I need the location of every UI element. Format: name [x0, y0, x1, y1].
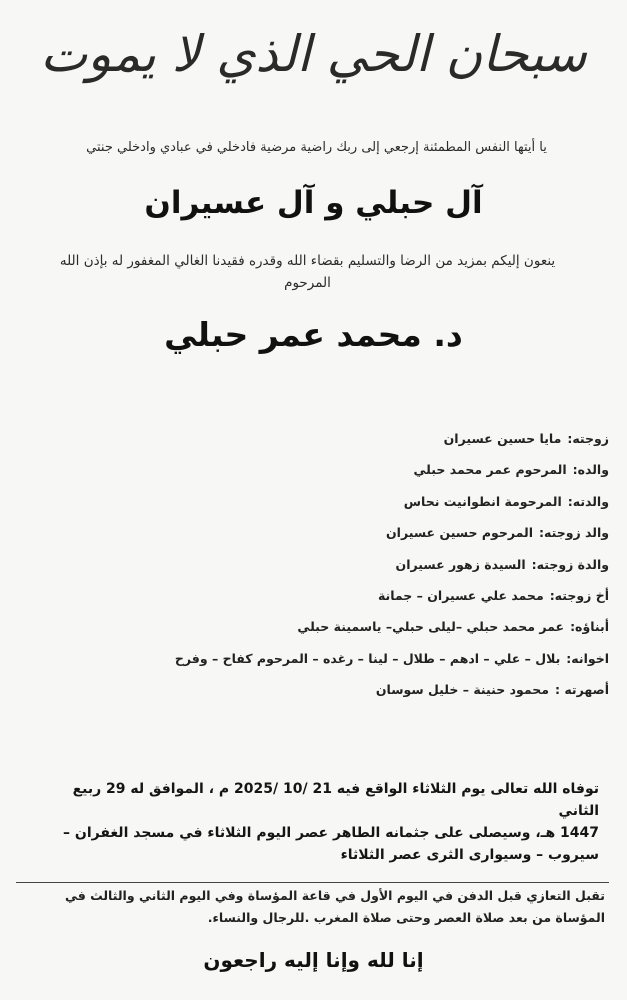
intro-line: المرحوم [284, 275, 331, 291]
death-notice-line: 1447 هـ، وسيصلى على جثمانه الطاهر عصر اليوم الثلاثاء في مسجد الغفران – [63, 825, 599, 841]
relative-value: المرحوم عمر محمد حبلي [413, 462, 567, 478]
intro-text [18, 250, 597, 294]
divider [16, 882, 609, 883]
death-notice [29, 778, 599, 866]
relative-item [49, 585, 609, 616]
families-title: آل حبلي و آل عسيران [144, 185, 483, 221]
relative-label: زوجته: [567, 431, 609, 446]
death-notice-line: توفاه الله تعالى يوم الثلاثاء الواقع فيه 21 /10 /2025 م ، الموافق له 29 ربيع الثاني [72, 781, 599, 819]
relative-value: السيدة زهور عسيران [395, 556, 526, 572]
relative-item [49, 648, 609, 679]
relative-item [49, 554, 609, 585]
relative-value: مايا حسين عسيران [443, 431, 562, 446]
relative-value: محمود حنينة – خليل سوسان [375, 682, 549, 698]
relative-label: والده: [572, 462, 609, 478]
relative-label: أبناؤه: [570, 619, 609, 635]
relative-item [49, 491, 609, 522]
relative-value: بلال – علي – ادهم – طلال – لينا – رغده – المرحوم كفاح – وفرح [174, 650, 561, 666]
condolences-line: تقبل التعازي قبل الدفن في اليوم الأول في قاعة المؤساة وفي اليوم الثاني والثالث في [64, 888, 605, 903]
relative-label: أصهرته : [554, 682, 609, 698]
quran-verse: يا أيتها النفس المطمئنة إرجعي إلى ربك راضية مرضية فادخلي في عبادي وادخلي جنتي [86, 140, 547, 155]
relative-value: محمد علي عسيران – جمانة [377, 587, 544, 603]
death-notice-line: سيروب – وسيوارى الثرى عصر الثلاثاء [340, 847, 599, 863]
condolences-line: المؤساة من بعد صلاة العصر وحتى صلاة المغرب .للرجال والنساء. [207, 910, 605, 925]
relative-item [49, 522, 609, 553]
relative-label: والد زوجته: [539, 525, 609, 541]
relative-value: المرحومة انطوانيت نحاس [403, 493, 562, 509]
relative-item [49, 459, 609, 490]
relative-item [49, 616, 609, 647]
relative-label: أخ زوجته: [549, 587, 609, 603]
relative-value: عمر محمد حبلي –ليلى حبلي– ياسمينة حبلي [297, 619, 565, 635]
relatives-list [49, 428, 609, 711]
intro-line: ينعون إليكم بمزيد من الرضا والتسليم بقضاء الله وقدره فقيدنا الغالي المغفور له بإذن الله [59, 253, 556, 269]
deceased-name: د. محمد عمر حبلي [164, 315, 463, 354]
relative-item [49, 428, 609, 459]
relative-item [49, 679, 609, 710]
relative-label: والدته: [567, 493, 609, 509]
calligraphy-headline: سبحان الحي الذي لا يموت [40, 25, 587, 83]
condolences-info [20, 885, 605, 929]
closing-phrase: إنا لله وإنا إليه راجعون [203, 948, 424, 972]
relative-value: المرحوم حسين عسيران [386, 525, 534, 541]
relative-label: اخوانه: [566, 650, 609, 666]
relative-label: والدة زوجته: [531, 556, 609, 572]
